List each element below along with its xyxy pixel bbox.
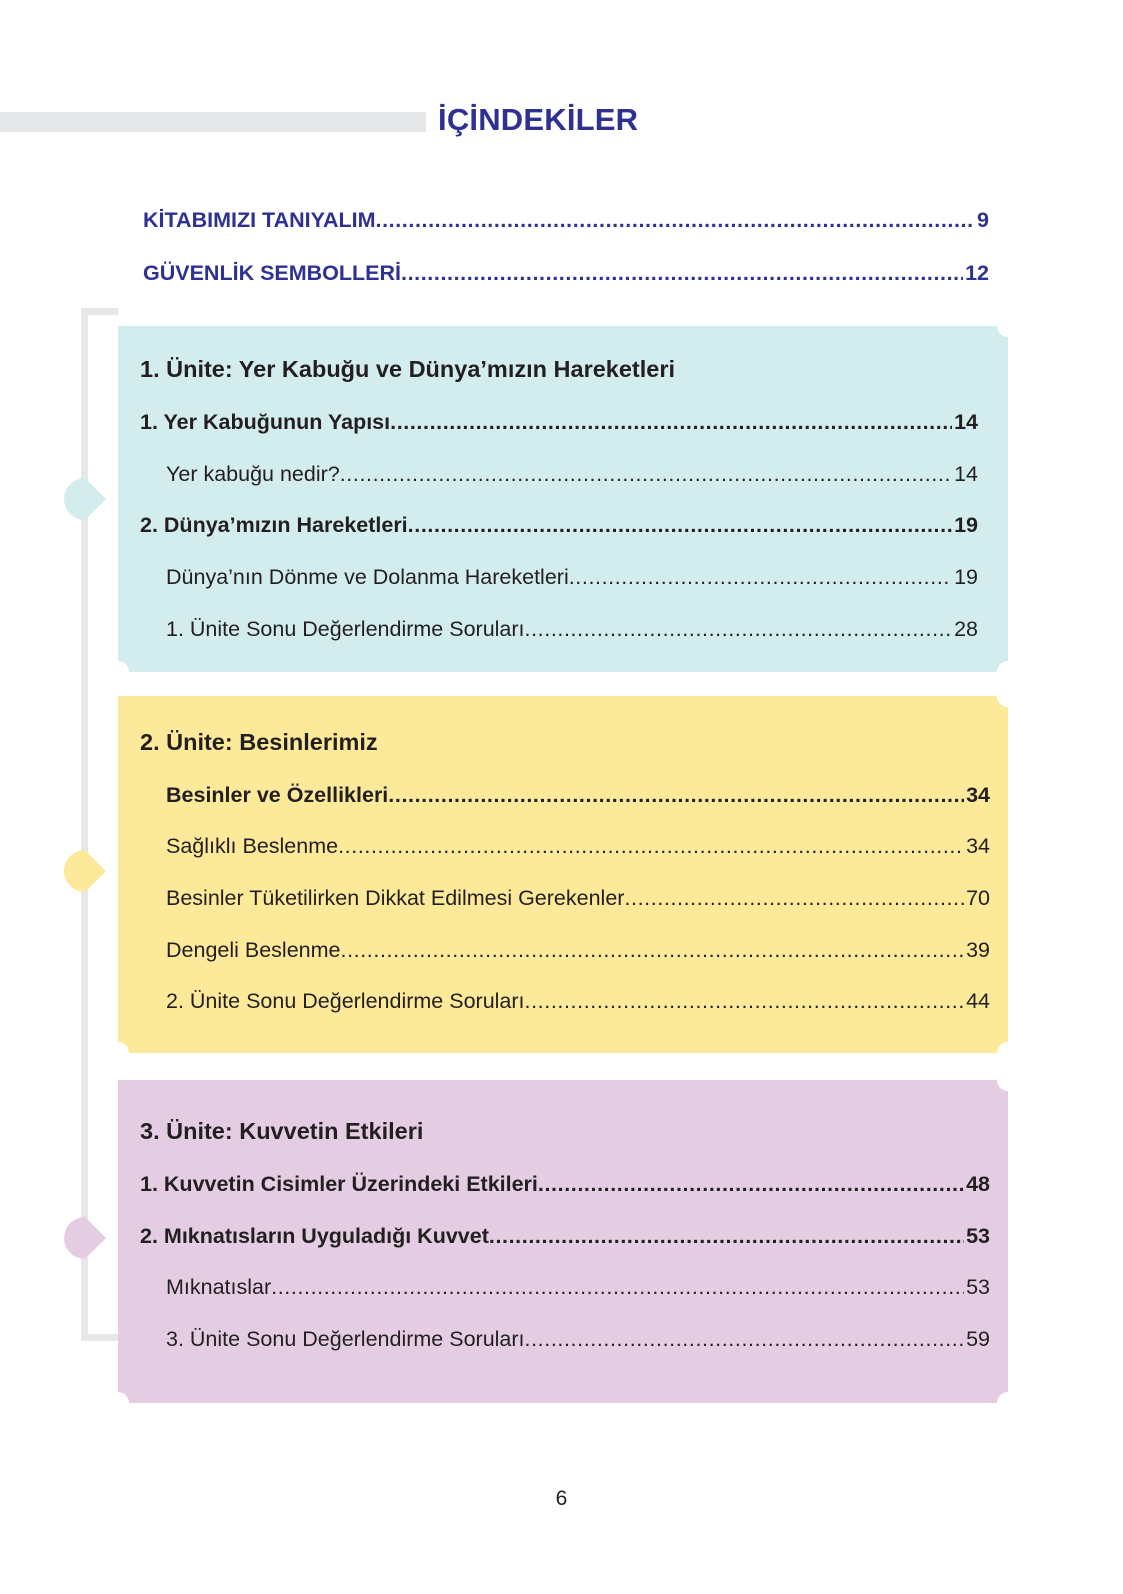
toc-entry-label: 2. Dünya’mızın Hareketleri bbox=[140, 513, 408, 537]
page-title: İÇİNDEKİLER bbox=[438, 102, 639, 137]
toc-entry-unit1-1[interactable] bbox=[140, 410, 978, 435]
toc-entry-label: 1. Kuvvetin Cisimler Üzerindeki Etkileri bbox=[140, 1172, 538, 1196]
page-number: 6 bbox=[555, 1487, 568, 1510]
toc-entry-label: 2. Mıknatısların Uyguladığı Kuvvet bbox=[140, 1224, 489, 1248]
toc-entry-unit3-3[interactable] bbox=[166, 1275, 990, 1300]
corner-notch bbox=[107, 1392, 129, 1414]
dot-leader bbox=[525, 989, 965, 1014]
toc-entry-label: Besinler Tüketilirken Dikkat Edilmesi Gerekenler bbox=[166, 886, 625, 910]
toc-entry-label: Sağlıklı Beslenme bbox=[166, 834, 339, 858]
toc-entry-page: 44 bbox=[966, 989, 990, 1013]
toc-entry-unit1-3[interactable] bbox=[140, 513, 978, 538]
toc-entry-kitabimizi-taniyalim[interactable] bbox=[143, 208, 989, 233]
toc-entry-label: Dengeli Beslenme bbox=[166, 938, 341, 962]
toc-entry-page: 34 bbox=[966, 834, 990, 858]
toc-entry-page: 53 bbox=[966, 1275, 990, 1299]
dot-leader bbox=[401, 261, 963, 286]
toc-entry-label: 2. Ünite Sonu Değerlendirme Soruları bbox=[166, 989, 525, 1013]
toc-entry-label: 1. Ünite Sonu Değerlendirme Soruları bbox=[166, 617, 525, 641]
unit-2-title: 2. Ünite: Besinlerimiz bbox=[140, 729, 378, 755]
dot-leader bbox=[408, 513, 952, 538]
toc-entry-label: Mıknatıslar bbox=[166, 1275, 272, 1299]
toc-entry-unit2-4[interactable] bbox=[166, 938, 990, 963]
corner-notch bbox=[997, 685, 1019, 707]
corner-notch bbox=[997, 315, 1019, 337]
toc-entry-page: 70 bbox=[966, 886, 990, 910]
toc-entry-page: 59 bbox=[966, 1327, 990, 1351]
unit-3-box bbox=[118, 1080, 1008, 1403]
drop-bullet-icon bbox=[62, 848, 108, 894]
dot-leader bbox=[525, 617, 953, 642]
toc-entry-label: GÜVENLİK SEMBOLLERİ bbox=[143, 261, 402, 285]
dot-leader bbox=[390, 410, 952, 435]
toc-entry-unit1-5[interactable] bbox=[166, 617, 978, 642]
corner-notch bbox=[997, 661, 1019, 683]
dot-leader bbox=[388, 783, 964, 808]
dot-leader bbox=[340, 462, 952, 487]
toc-entry-unit2-2[interactable] bbox=[166, 834, 990, 859]
toc-entry-page: 9 bbox=[977, 208, 989, 232]
toc-entry-page: 19 bbox=[954, 565, 978, 589]
toc-entry-page: 19 bbox=[954, 513, 978, 537]
corner-notch bbox=[997, 1392, 1019, 1414]
drop-bullet-icon bbox=[62, 476, 108, 522]
toc-entry-label: KİTABIMIZI TANIYALIM bbox=[143, 208, 376, 232]
toc-entry-page: 39 bbox=[966, 938, 990, 962]
toc-entry-unit1-4[interactable] bbox=[166, 565, 978, 590]
timeline-rail-top bbox=[81, 308, 118, 315]
dot-leader bbox=[525, 1327, 965, 1352]
dot-leader bbox=[569, 565, 952, 590]
toc-entry-label: 3. Ünite Sonu Değerlendirme Soruları bbox=[166, 1327, 525, 1351]
toc-entry-label: Dünya’nın Dönme ve Dolanma Hareketleri bbox=[166, 565, 569, 589]
unit-1-box bbox=[118, 326, 1008, 672]
corner-notch bbox=[107, 1042, 129, 1064]
toc-entry-unit3-4[interactable] bbox=[166, 1327, 990, 1352]
timeline-rail bbox=[81, 308, 88, 1341]
dot-leader bbox=[338, 834, 964, 859]
dot-leader bbox=[538, 1172, 964, 1197]
dot-leader bbox=[271, 1275, 964, 1300]
header-bar bbox=[0, 112, 426, 132]
toc-entry-page: 34 bbox=[966, 783, 990, 807]
toc-entry-unit2-1[interactable] bbox=[166, 783, 990, 808]
toc-entry-page: 12 bbox=[965, 261, 989, 285]
toc-entry-unit1-2[interactable] bbox=[166, 462, 978, 487]
toc-entry-label: Besinler ve Özellikleri bbox=[166, 783, 389, 807]
dot-leader bbox=[341, 938, 965, 963]
toc-entry-page: 28 bbox=[954, 617, 978, 641]
corner-notch bbox=[997, 1042, 1019, 1064]
toc-entry-unit2-3[interactable] bbox=[166, 886, 990, 911]
toc-entry-page: 14 bbox=[954, 462, 978, 486]
toc-entry-unit3-2[interactable] bbox=[140, 1224, 990, 1249]
dot-leader bbox=[624, 886, 964, 911]
drop-bullet-icon bbox=[62, 1215, 108, 1261]
toc-entry-guvenlik-sembolleri[interactable] bbox=[143, 261, 989, 286]
toc-entry-unit3-1[interactable] bbox=[140, 1172, 990, 1197]
toc-entry-page: 14 bbox=[954, 410, 978, 434]
unit-2-box bbox=[118, 696, 1008, 1053]
toc-entry-label: 1. Yer Kabuğunun Yapısı bbox=[140, 410, 391, 434]
corner-notch bbox=[107, 661, 129, 683]
toc-entry-label: Yer kabuğu nedir? bbox=[166, 462, 340, 486]
unit-3-title: 3. Ünite: Kuvvetin Etkileri bbox=[140, 1118, 424, 1144]
unit-1-title: 1. Ünite: Yer Kabuğu ve Dünya’mızın Hareketleri bbox=[140, 356, 676, 382]
toc-entry-page: 48 bbox=[966, 1172, 990, 1196]
toc-entry-page: 53 bbox=[966, 1224, 990, 1248]
dot-leader bbox=[376, 208, 976, 233]
corner-notch bbox=[997, 1069, 1019, 1091]
dot-leader bbox=[489, 1224, 964, 1249]
toc-entry-unit2-5[interactable] bbox=[166, 989, 990, 1014]
timeline-rail-bottom bbox=[81, 1334, 118, 1341]
